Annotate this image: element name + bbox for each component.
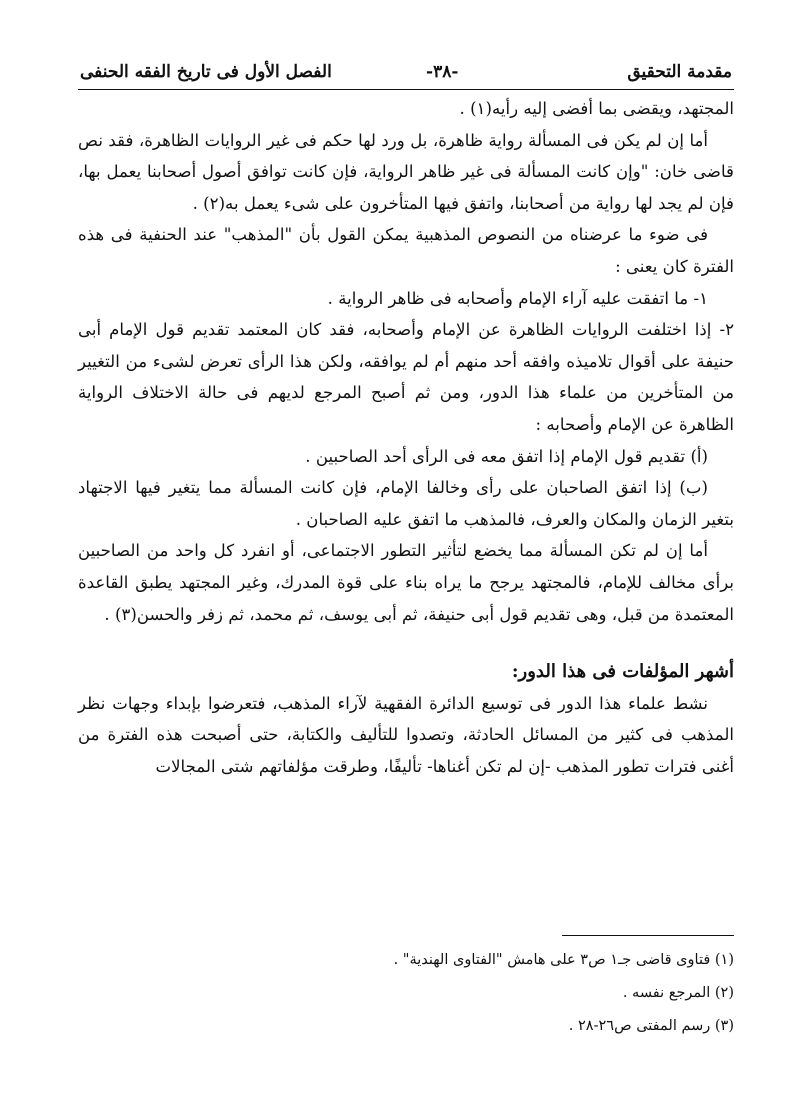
footnote: (١) فتاوى قاضى جـ١ ص٣ على هامش "الفتاوى الهندية" . [393,952,734,968]
list-item: ٢- إذا اختلفت الروايات الظاهرة عن الإمام وأصحابه، فقد كان المعتمد تقديم قول الإمام أبى حنيفة على أقوال تلاميذه وافقه أحد منهم أم لم يوافقه، ولكن هذا الرأى تعرض لشىء من التغيير من المتأخرين من علماء هذا الدور، ومن ثم أصبح المرجع لديهم فى حالة الاختلاف الرواية الظاهرة عن الإمام وأصحابه : [78,320,734,434]
section-heading: أشهر المؤلفات فى هذا الدور: [511,661,734,683]
footnote: (٢) المرجع نفسه . [622,985,734,1001]
section-spacer [78,630,734,656]
paragraph: أما إن لم يكن فى المسألة رواية ظاهرة، بل ورد لها حكم فى غير الروايات الظاهرة، فقد نص قاضى خان: "وإن كانت المسألة فى غير ظاهر الرواية، فإن كانت توافق أصول أصحابنا يعمل بها، فإن لم يجد لها رواية من أصحابنا، واتفق فيها المتأخرون على شىء يعمل به(٢) . [78,130,734,213]
footnotes [78,944,734,1043]
running-header [78,56,734,90]
paragraph: نشط علماء هذا الدور فى توسيع الدائرة الفقهية لآراء المذهب، فتعرضوا بإبداء وجهات نظر المذهب فى كثير من المسائل الحادثة، وتصدوا للتأليف والكتابة، حتى أصبحت هذه الفترة من أغنى فترات تطور المذهب -إن لم تكن أغناها- تأليفًا، وطرقت مؤلفاتهم شتى المجالات [78,693,734,776]
footnote-divider [562,935,734,936]
paragraph: المجتهد، ويقضى بما أفضى إليه رأيه(١) . [459,99,734,118]
header-chapter-title: الفصل الأول فى تاريخ الفقه الحنفى [80,62,332,82]
paragraph: أما إن لم تكن المسألة مما يخضع لتأثير التطور الاجتماعى، أو انفرد كل واحد من الصاحبين برأى مخالف للإمام، فالمجتهد يرجح ما يراه بناء على قوة المدرك، وغير المجتهد يطبق القاعدة المعتمدة من قبل، وهى تقديم قول أبى حنيفة، ثم أبى يوسف، ثم محمد، ثم زفر والحسن(٣) . [78,541,734,624]
header-divider [78,89,734,90]
page-number: -٣٨- [426,62,459,82]
footnote: (٣) رسم المفتى ص٢٦-٢٨ . [568,1018,734,1034]
paragraph: فى ضوء ما عرضناه من النصوص المذهبية يمكن القول بأن "المذهب" عند الحنفية فى هذه الفترة كان يعنى : [78,225,734,276]
main-text [78,93,734,782]
sub-list-item: (ب) إذا اتفق الصاحبان على رأى وخالفا الإمام، فإن كانت المسألة مما يتغير فيها الاجتهاد بتغير الزمان والمكان والعرف، فالمذهب ما اتفق عليه الصاحبان . [78,478,734,529]
sub-list-item: (أ) تقديم قول الإمام إذا اتفق معه فى الرأى أحد الصاحبين . [305,446,708,466]
header-book-section: مقدمة التحقيق [627,62,732,82]
list-item: ١- ما اتفقت عليه آراء الإمام وأصحابه فى ظاهر الرواية . [327,288,708,308]
